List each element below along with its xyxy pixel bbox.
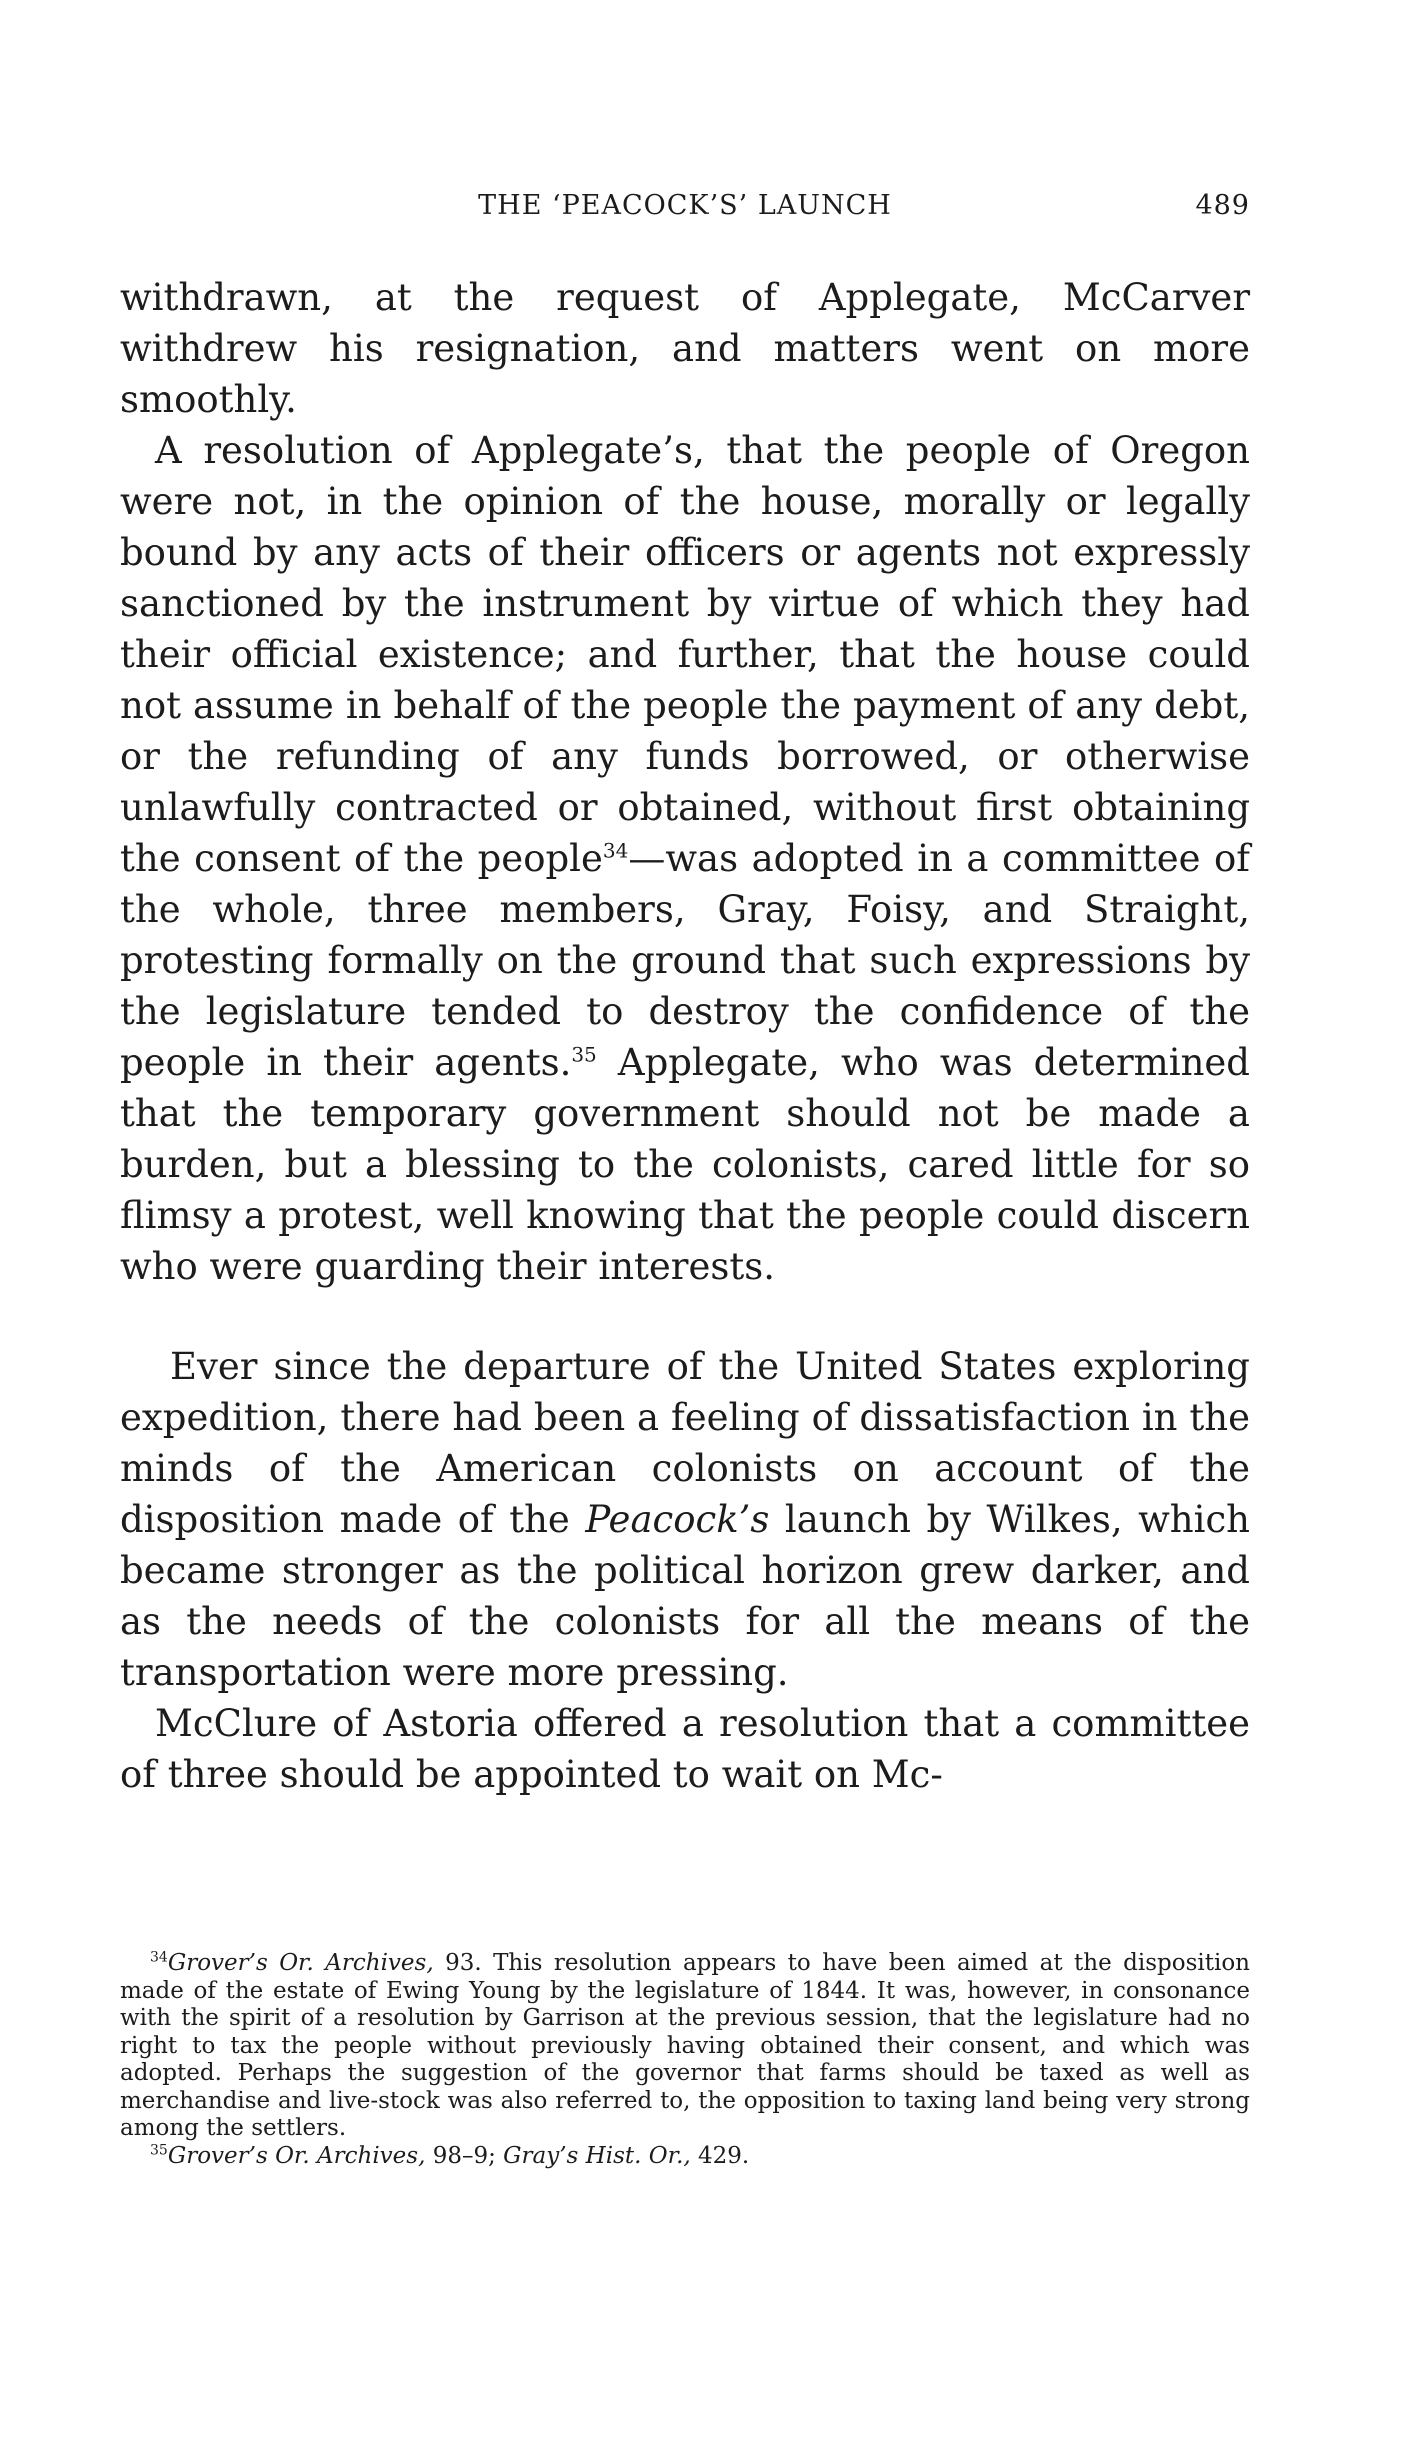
paragraph-3 [120, 1341, 1250, 1698]
peacocks-italic: Peacock’s [585, 1498, 770, 1541]
running-head: THE ‘PEACOCK’S’ LAUNCH [478, 190, 892, 221]
paragraph-1: withdrawn, at the request of Applegate, McCarver withdrew his resignation, and matters went on more smoothly. [120, 276, 1250, 421]
footnote-34-source: Grover’s Or. Archives, [167, 1950, 434, 1976]
footnote-35-pages: 98–9; [425, 2142, 504, 2169]
paragraph-2-part-c: Applegate, who was determined that the temporary government should not be made a burden, but a blessing to the colonists, cared little for so flimsy a protest, well knowing that the people could discern who were guarding their interests. [120, 1041, 1250, 1288]
footnote-35-end: 429. [690, 2142, 750, 2169]
page-header [120, 190, 1250, 230]
footnote-35-source-2: Gray’s Hist. Or., [503, 2142, 691, 2169]
footnote-34 [120, 1950, 1250, 2143]
footnote-35-source-1: Grover’s Or. Archives, [167, 2142, 426, 2169]
page-number: 489 [1195, 190, 1250, 221]
footnote-35-number: 35 [150, 2141, 168, 2158]
paragraph-3-part-a: Ever since the departure of the United States exploring expedition, there had been a feeling of dissatisfaction in the minds of the American colonists on account of the disposition made of the [120, 1345, 1250, 1541]
paragraph-2-part-a: A resolution of Applegate’s, that the people of Oregon were not, in the opinion of the house, morally or legally bound by any acts of their officers or agents not expressly sanctioned by the instrument by virtue of which they had their official existence; and further, that the house could not assume in behalf of the people the payment of any debt, or the refunding of any funds borrowed, or otherwise unlawfully contracted or obtained, without first obtaining the consent of the people [120, 429, 1250, 880]
footnotes [120, 1950, 1250, 2170]
paragraph-4: McClure of Astoria offered a resolution that a committee of three should be appointed to wait on Mc- [120, 1702, 1250, 1796]
paragraph-2 [120, 425, 1250, 1292]
footnote-ref-35[interactable]: 35 [571, 1042, 597, 1067]
main-text [120, 272, 1250, 1800]
book-page [120, 0, 1250, 2444]
paragraph-2-part-b: —was adopted in a committee of the whole, three members, Gray, Foisy, and Straight, protesting formally on the ground that such expressions by the legislature tended to destroy the confidence of the people in their agents. [120, 837, 1250, 1084]
footnote-35 [120, 2143, 1250, 2171]
footnote-34-number: 34 [150, 1949, 168, 1966]
paragraph-3-part-b: launch by Wilkes, which became stronger as the political horizon grew darker, and as the needs of the colonists for all the means of the transportation were more pressing. [120, 1498, 1251, 1694]
footnote-34-text: 93. This resolution appears to have been aimed at the disposition made of the estate of Ewing Young by the legislature of 1844. It was, however, in consonance with the spirit of a resolution by Garrison at the previous session, that the legislature had no right to tax the people without previously having obtained their consent, and which was adopted. Perhaps the suggestion of the governor that farms should be taxed as well as merchandise and live-stock was also referred to, the opposition to taxing land being very strong among the settlers. [120, 1950, 1250, 2141]
footnote-ref-34[interactable]: 34 [602, 838, 629, 863]
